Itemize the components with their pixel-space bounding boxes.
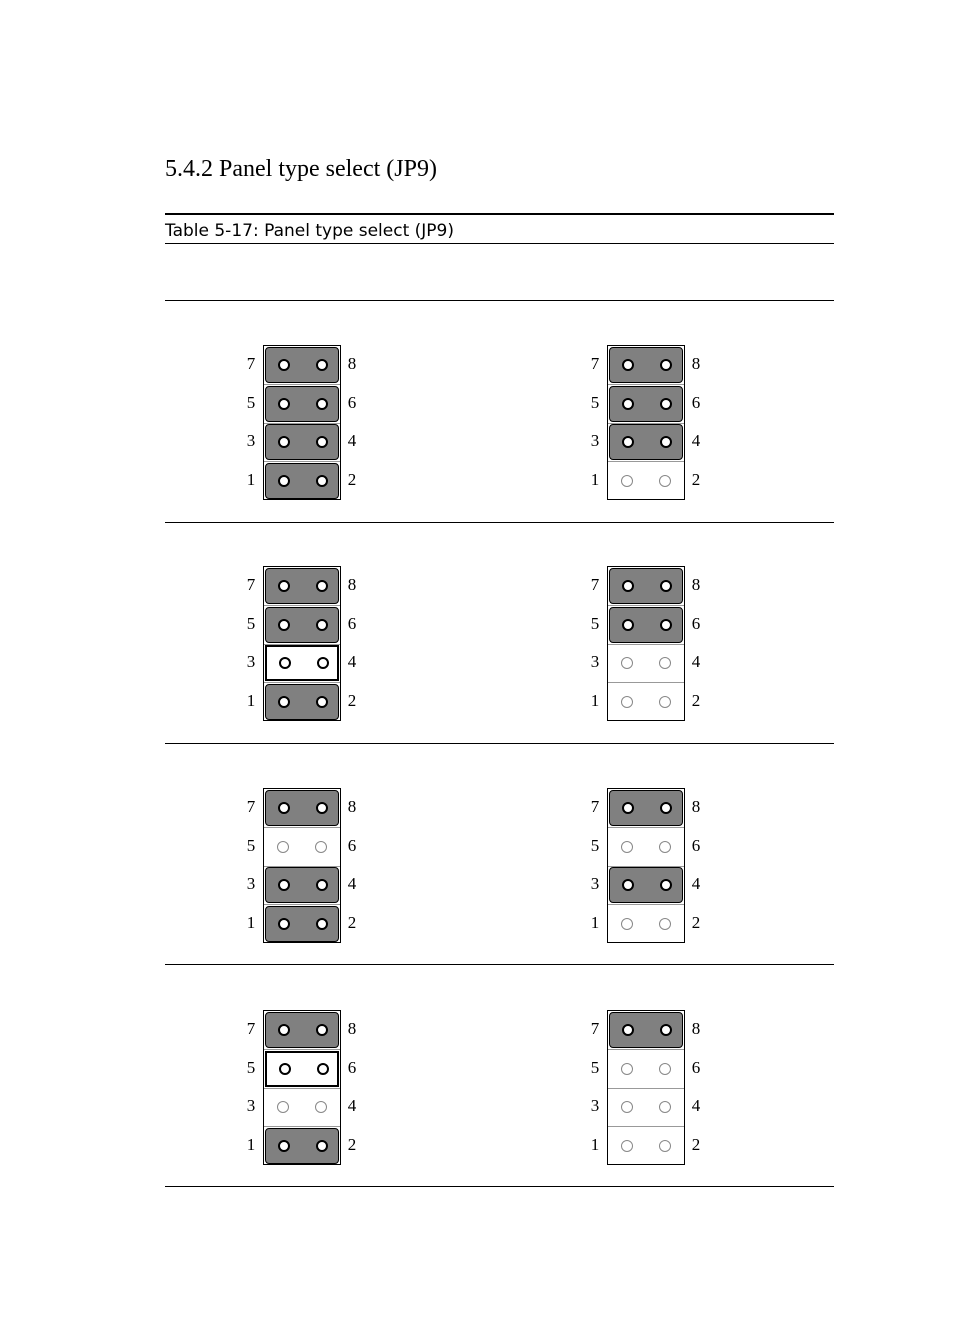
pin-number-left: 1 [590,1134,600,1154]
pin-icon [278,1024,290,1036]
pin-number-right: 6 [347,392,357,412]
pin-number-left: 5 [590,835,600,855]
pin-icon [622,802,634,814]
pin-number-left: 5 [246,613,256,633]
row-divider [264,827,340,828]
pin-number-right: 2 [347,469,357,489]
pin-number-right: 6 [347,1057,357,1077]
pin-number-right: 6 [347,835,357,855]
pin-pair-closed [265,867,339,903]
table-caption: Table 5-17: Panel type select (JP9) [165,213,834,244]
pin-number-left: 3 [590,431,600,450]
pin-icon [659,918,671,930]
pin-pair-empty [609,1051,683,1087]
pin-number-left: 3 [590,652,600,671]
pin-number-right: 2 [691,690,701,710]
pin-pair-closed [265,347,339,383]
pin-icon [621,841,633,853]
pin-icon [660,580,672,592]
row-divider [608,682,684,683]
row-divider [608,1049,684,1050]
table-rule [165,522,834,523]
pin-icon [278,436,290,448]
pin-number-left: 7 [246,1019,256,1038]
pin-number-right: 2 [347,690,357,710]
pin-number-left: 7 [246,797,256,816]
pin-pair-closed [609,347,683,383]
pin-icon [277,841,289,853]
pin-icon [659,696,671,708]
pin-number-right: 8 [691,797,701,816]
pin-icon [660,1024,672,1036]
pin-pair-closed [265,790,339,826]
pin-icon [621,918,633,930]
pin-icon [622,359,634,371]
pin-icon [660,359,672,371]
pin-number-left: 1 [590,690,600,710]
pin-number-left: 1 [590,912,600,932]
pin-pair-empty [265,829,339,865]
pin-number-left: 3 [246,431,256,450]
pin-pair-closed [265,386,339,422]
jumper-block [263,345,341,500]
pin-pair-closed [265,1012,339,1048]
jumper-block [607,566,685,721]
pin-icon [660,436,672,448]
pin-icon [278,580,290,592]
row-divider [608,605,684,606]
pin-number-left: 3 [590,1096,600,1115]
pin-number-right: 4 [691,1096,701,1115]
pin-number-right: 8 [347,354,357,373]
pin-number-right: 6 [691,835,701,855]
pin-icon [316,436,328,448]
pin-pair-empty [609,1128,683,1164]
pin-icon [659,1063,671,1075]
pin-number-right: 2 [691,912,701,932]
pin-number-right: 4 [691,874,701,893]
row-divider [264,605,340,606]
row-divider [264,904,340,905]
pin-number-right: 4 [691,652,701,671]
pin-icon [659,1140,671,1152]
row-divider [608,384,684,385]
pin-number-left: 1 [246,690,256,710]
pin-pair-empty [609,1089,683,1125]
pin-icon [278,475,290,487]
pin-icon [316,696,328,708]
jumper-block [263,1010,341,1165]
pin-number-right: 8 [347,1019,357,1038]
pin-icon [316,475,328,487]
pin-number-left: 5 [246,392,256,412]
pin-pair-closed [609,867,683,903]
pin-number-left: 3 [246,652,256,671]
pin-icon [622,619,634,631]
pin-number-left: 1 [590,469,600,489]
table-rule [165,300,834,301]
pin-pair-closed [265,568,339,604]
pin-number-left: 5 [590,1057,600,1077]
pin-pair-closed [265,607,339,643]
pin-icon [316,918,328,930]
pin-number-left: 7 [246,575,256,594]
pin-icon [316,359,328,371]
pin-pair-closed [609,568,683,604]
pin-number-right: 8 [691,1019,701,1038]
pin-number-left: 5 [246,835,256,855]
table-rule [165,743,834,744]
pin-icon [278,696,290,708]
pin-icon [659,475,671,487]
pin-icon [622,436,634,448]
row-divider [608,461,684,462]
row-divider [264,1126,340,1127]
pin-pair-empty [609,906,683,942]
pin-pair-closed [265,463,339,499]
pin-icon [621,1063,633,1075]
pin-pair-empty [265,1089,339,1125]
pin-number-right: 2 [347,912,357,932]
pin-pair-closed [265,1128,339,1164]
pin-icon [621,1101,633,1113]
pin-icon [278,802,290,814]
row-divider [608,1126,684,1127]
pin-icon [621,475,633,487]
pin-number-left: 5 [246,1057,256,1077]
pin-number-right: 2 [691,1134,701,1154]
pin-pair-closed [265,684,339,720]
pin-number-left: 5 [590,613,600,633]
pin-pair-empty [609,829,683,865]
pin-icon [660,398,672,410]
pin-icon [316,802,328,814]
pin-number-right: 4 [347,874,357,893]
pin-icon [317,1063,329,1075]
pin-number-right: 8 [347,797,357,816]
pin-icon [660,802,672,814]
pin-number-right: 8 [347,575,357,594]
pin-pair-open [265,645,339,681]
pin-icon [622,879,634,891]
pin-icon [659,657,671,669]
pin-number-right: 4 [347,652,357,671]
row-divider [264,461,340,462]
pin-icon [660,619,672,631]
jumper-block [263,566,341,721]
pin-number-left: 7 [246,354,256,373]
row-divider [608,904,684,905]
pin-pair-closed [609,607,683,643]
pin-number-left: 7 [590,797,600,816]
pin-number-right: 4 [347,1096,357,1115]
pin-number-left: 7 [590,575,600,594]
pin-number-right: 8 [691,575,701,594]
pin-icon [315,841,327,853]
pin-number-right: 6 [691,1057,701,1077]
jumper-block [607,788,685,943]
pin-pair-closed [609,790,683,826]
pin-icon [278,1140,290,1152]
pin-icon [278,619,290,631]
pin-number-right: 2 [691,469,701,489]
pin-number-right: 4 [691,431,701,450]
pin-pair-closed [265,906,339,942]
pin-icon [279,1063,291,1075]
pin-icon [316,879,328,891]
pin-number-left: 7 [590,354,600,373]
row-divider [264,384,340,385]
table-rule [165,1186,834,1187]
pin-icon [622,398,634,410]
pin-icon [621,1140,633,1152]
pin-icon [278,398,290,410]
pin-number-left: 1 [246,469,256,489]
pin-number-right: 4 [347,431,357,450]
pin-icon [277,1101,289,1113]
pin-pair-empty [609,684,683,720]
pin-number-left: 1 [246,1134,256,1154]
pin-number-right: 6 [347,613,357,633]
pin-icon [659,841,671,853]
pin-pair-empty [609,463,683,499]
section-title: 5.4.2 Panel type select (JP9) [165,156,437,182]
table-rule [165,964,834,965]
pin-icon [278,918,290,930]
pin-number-right: 6 [691,392,701,412]
row-divider [264,682,340,683]
jumper-block [607,1010,685,1165]
pin-number-left: 5 [590,392,600,412]
pin-pair-closed [609,386,683,422]
pin-number-left: 3 [590,874,600,893]
pin-number-right: 8 [691,354,701,373]
pin-icon [621,657,633,669]
pin-icon [622,580,634,592]
pin-icon [316,398,328,410]
row-divider [608,827,684,828]
jumper-block [607,345,685,500]
pin-pair-open [265,1051,339,1087]
pin-number-left: 3 [246,874,256,893]
pin-pair-closed [609,424,683,460]
pin-icon [315,1101,327,1113]
pin-number-right: 2 [347,1134,357,1154]
pin-icon [278,359,290,371]
pin-icon [317,657,329,669]
pin-pair-empty [609,645,683,681]
pin-pair-closed [609,1012,683,1048]
pin-number-left: 1 [246,912,256,932]
pin-number-right: 6 [691,613,701,633]
pin-icon [278,879,290,891]
jumper-block [263,788,341,943]
pin-icon [316,1024,328,1036]
pin-number-left: 3 [246,1096,256,1115]
pin-icon [316,580,328,592]
pin-pair-closed [265,424,339,460]
pin-icon [279,657,291,669]
pin-icon [316,1140,328,1152]
pin-icon [316,619,328,631]
pin-icon [660,879,672,891]
pin-number-left: 7 [590,1019,600,1038]
pin-icon [659,1101,671,1113]
pin-icon [621,696,633,708]
pin-icon [622,1024,634,1036]
